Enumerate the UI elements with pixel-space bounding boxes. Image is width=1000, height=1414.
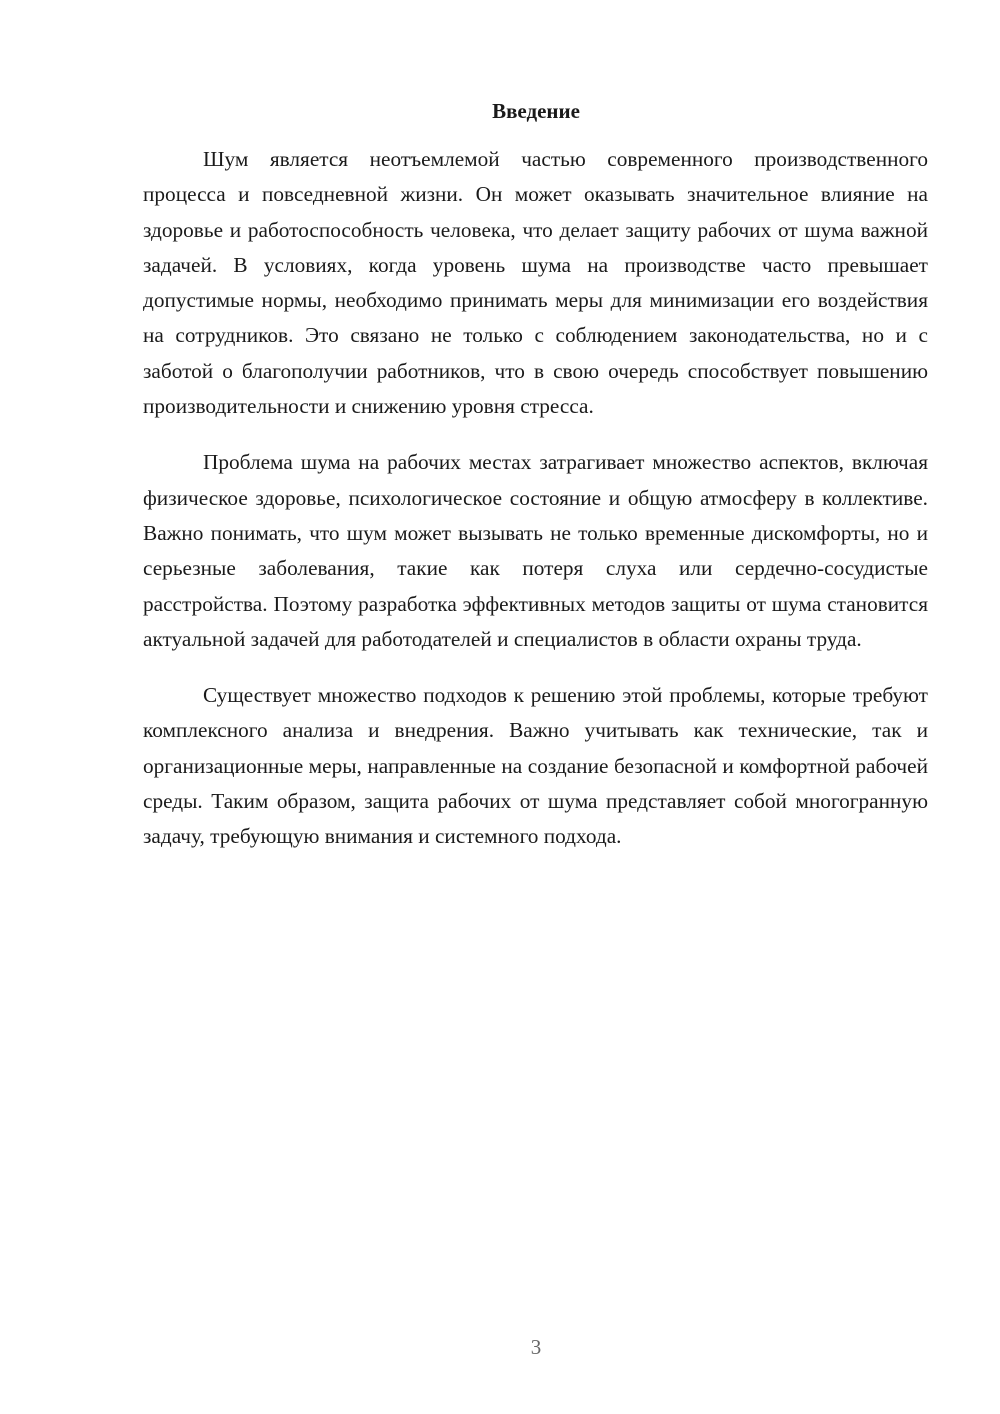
paragraph-3: Существует множество подходов к решению этой проблемы, которые требуют комплексного анализа и внедрения. Важно учитывать как технические, так и организационные меры, направленные на создание безопасной и комфортной рабочей среды. Таким образом, защита рабочих от шума представляет собой многогранную задачу, требующую внимания и системного подхода. <box>143 683 928 849</box>
page-number: 3 <box>530 1335 542 1359</box>
section-heading: Введение <box>492 99 580 123</box>
body-text <box>143 142 928 876</box>
paragraph-2: Проблема шума на рабочих местах затрагивает множество аспектов, включая физическое здоровье, психологическое состояние и общую атмосферу в коллективе. Важно понимать, что шум может вызывать не только временные дискомфорты, но и серьезные заболевания, такие как потеря слуха или сердечно-сосудистые расстройства. Поэтому разработка эффективных методов защиты от шума становится актуальной задачей для работодателей и специалистов в области охраны труда. <box>143 450 928 651</box>
paragraph-1: Шум является неотъемлемой частью современного производственного процесса и повседневной жизни. Он может оказывать значительное влияние на здоровье и работоспособность человека, что делает защиту рабочих от шума важной задачей. В условиях, когда уровень шума на производстве часто превышает допустимые нормы, необходимо принимать меры для минимизации его воздействия на сотрудников. Это связано не только с соблюдением законодательства, но и с заботой о благополучии работников, что в свою очередь способствует повышению производительности и снижению уровня стресса. <box>143 147 928 419</box>
